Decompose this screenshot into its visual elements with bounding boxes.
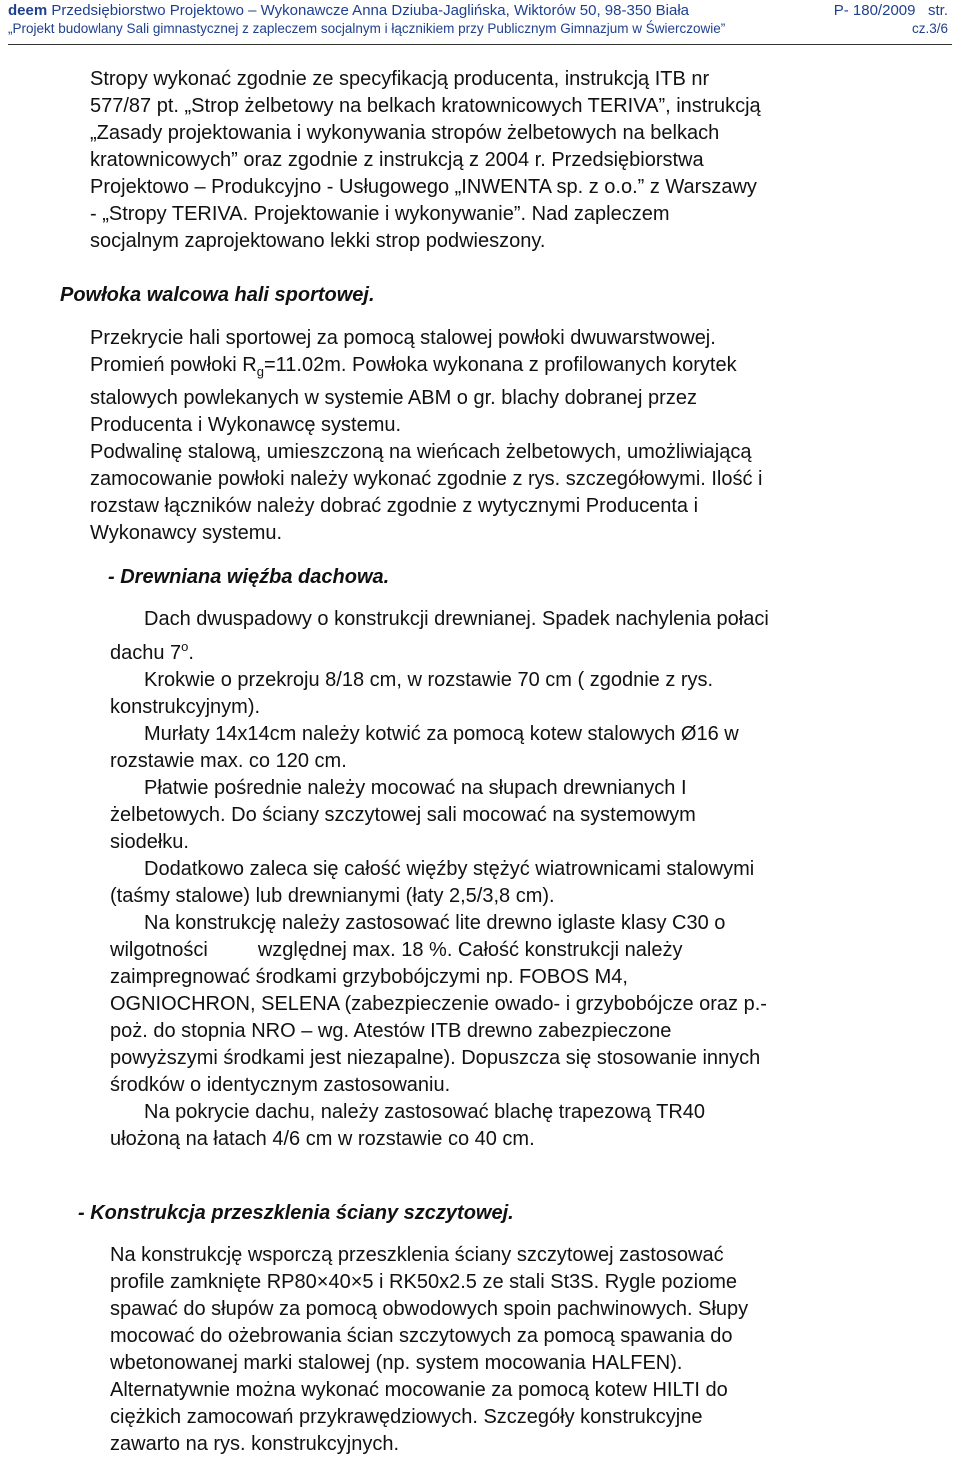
text-line: Na pokrycie dachu, należy zastosować blachę trapezową TR40 [144, 1101, 706, 1123]
text-line: kratownicowych” oraz zgodnie z instrukcją z 2004 r. Przedsiębiorstwa [90, 149, 704, 171]
radius-value: =11.02m. Powłoka wykonana z profilowanych korytek [263, 354, 737, 376]
text-line: Stropy wykonać zgodnie ze specyfikacją producenta, instrukcją ITB nr [90, 68, 710, 90]
str-label: str. [927, 2, 948, 19]
text-line: wbetonowanej marki stalowej (np. system mocowania HALFEN). [110, 1352, 683, 1374]
text-line: środków o identycznym zastosowaniu. [110, 1074, 451, 1096]
text-line: - „Stropy TERIVA. Projektowanie i wykonywanie”. Nad zapleczem [90, 203, 670, 225]
radius-label: Promień powłoki R [90, 354, 257, 376]
text-line: Projektowo – Produkcyjno - Usługowego „INWENTA sp. z o.o.” z Warszawy [90, 176, 757, 198]
powloka-paragraph [90, 325, 763, 547]
text-line: spawać do słupów za pomocą obwodowych spoin pachwinowych. Słupy [110, 1298, 749, 1320]
text-line: żelbetowych. Do ściany szczytowej sali mocować na systemowym [110, 804, 696, 826]
text-line: 577/87 pt. „Strop żelbetowy na belkach kratownicowych TERIVA”, instrukcją [90, 95, 761, 117]
company-name: Przedsiębiorstwo Projektowo – Wykonawcze Anna Dziuba-Jaglińska, Wiktorów 50, 98-350 Biała [51, 2, 690, 19]
text-line: socjalnym zaprojektowano lekki strop podwieszony. [90, 230, 546, 252]
text-line: Na konstrukcję wsporczą przeszklenia ściany szczytowej zastosować [110, 1244, 724, 1266]
text-line: stalowych powlekanych w systemie ABM o gr. blachy dobranej przez [90, 387, 697, 409]
text-line: Murłaty 14x14cm należy kotwić za pomocą kotew stalowych Ø16 w [144, 723, 739, 745]
section-heading-przeszklenie: - Konstrukcja przeszklenia ściany szczytowej. [78, 1202, 514, 1224]
text-line: „Zasady projektowania i wykonywania stropów żelbetowych na belkach [90, 122, 720, 144]
slope-label: dachu 7 [110, 642, 182, 664]
text-line: Dodatkowo zaleca się całość więźby stężyć wiatrownicami stalowymi [144, 858, 755, 880]
text-line: Alternatywnie można wykonać mocowanie za pomocą kotew HILTI do [110, 1379, 728, 1401]
text-line: zawarto na rys. konstrukcyjnych. [110, 1433, 399, 1455]
text-line [90, 352, 763, 385]
stropy-paragraph [90, 66, 761, 255]
text-line: konstrukcyjnym). [110, 696, 261, 718]
text-line: wilgotności względnej max. 18 %. Całość konstrukcji należy [110, 939, 683, 961]
document-number: P- 180/2009 [833, 2, 916, 19]
text-line: Producenta i Wykonawcę systemu. [90, 414, 402, 436]
text-line: rozstawie max. co 120 cm. [110, 750, 347, 772]
text-line: ułożoną na łatach 4/6 cm w rozstawie co 40 cm. [110, 1128, 535, 1150]
degree-superscript: o [181, 639, 189, 654]
text-line: rozstaw łączników należy dobrać zgodnie z wytycznymi Producenta i [90, 495, 699, 517]
section-heading-powloka: Powłoka walcowa hali sportowej. [60, 284, 375, 306]
text-line: ciężkich zamocowań przykrawędziowych. Szczegóły konstrukcyjne [110, 1406, 703, 1428]
text-line: zamocowanie powłoki należy wykonać zgodnie z rys. szczegółowymi. Ilość i [90, 468, 763, 490]
text-line: poż. do stopnia NRO – wg. Atestów ITB drewno zabezpieczone [110, 1020, 672, 1042]
text-line: Podwalinę stalową, umieszczoną na wieńcach żelbetowych, umożliwiającą [90, 441, 752, 463]
section-heading-wiezba: - Drewniana więźba dachowa. [108, 566, 390, 588]
text-line: Na konstrukcję należy zastosować lite drewno iglaste klasy C30 o [144, 912, 726, 934]
text-line: Wykonawcy systemu. [90, 522, 283, 544]
company-logo-text: deem [8, 2, 48, 19]
wiezba-paragraph [110, 606, 769, 1153]
text-line: powyższymi środkami jest niezapalne). Dopuszcza się stosowanie innych [110, 1047, 761, 1069]
text-line: dachu 7$^o$. [110, 639, 194, 664]
przeszklenie-paragraph [110, 1242, 748, 1458]
text-line: mocować do ożebrowania ścian szczytowych za pomocą spawania do [110, 1325, 733, 1347]
page-number: cz.3/6 [911, 21, 948, 36]
text-line: (taśmy stalowe) lub drewnianymi (łaty 2,5/3,8 cm). [110, 885, 555, 907]
text-line: profile zamknięte RP80×40×5 i RK50x2.5 ze stali St3S. Rygle poziome [110, 1271, 738, 1293]
text-line: Płatwie pośrednie należy mocować na słupach drewnianych I [144, 777, 687, 799]
text-line: siodełku. [110, 831, 189, 853]
text-line: zaimpregnować środkami grzybobójczymi np. FOBOS M4, [110, 966, 628, 988]
project-title: „Projekt budowlany Sali gimnastycznej z zapleczem socjalnym i łącznikiem przy Publicznym Gimnazjum w Świerczowie” [8, 21, 726, 36]
text-line: Przekrycie hali sportowej za pomocą stalowej powłoki dwuwarstwowej. [90, 327, 716, 349]
radius-subscript: g [256, 364, 264, 379]
text-line: OGNIOCHRON, SELENA (zabezpieczenie owado- i grzybobójcze oraz p.- [110, 993, 767, 1015]
text-line: Dach dwuspadowy o konstrukcji drewnianej. Spadek nachylenia połaci [144, 608, 769, 630]
text-line: Krokwie o przekroju 8/18 cm, w rozstawie 70 cm ( zgodnie z rys. [144, 669, 714, 691]
